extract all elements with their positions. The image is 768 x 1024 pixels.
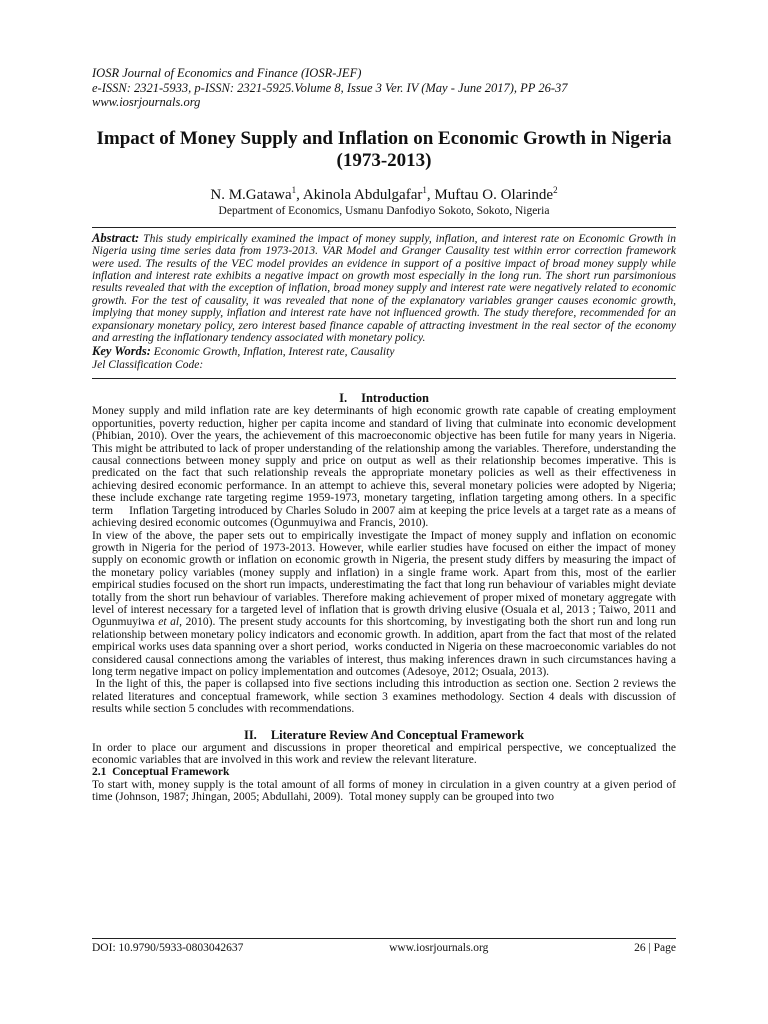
journal-header [92, 66, 676, 110]
literature-paragraph-1: In order to place our argument and discussions in proper theoretical and empirical perspective, we conceptualized the economic variables that are involved in this work and review the relevant literature. [92, 741, 676, 766]
section-title: Introduction [361, 391, 429, 406]
paragraph-text: 2010). The present study accounts for this shortcoming, by investigating both the short run and long run relationship between monetary policy indicators and economic growth. In addition, apart from the fact that most of the related empirical works uses data spanning over a short period, works conducted in Nigeria on these macroeconomic variables do not considered causal connections among the variables of interest, thus making inferences drawn in such circumstances having a long term negative impact on policy implementation and outcomes (Adesoye, 2012; Osuala, 2013). [92, 616, 677, 678]
section-number: I. [339, 391, 348, 406]
author-separator: , [426, 186, 435, 203]
author-name: Muftau O. Olarinde [434, 186, 554, 203]
abstract-text: This study empirically examined the impact of money supply, inflation, and interest rate on Economic Growth in Nigeria using time series data from 1973-2013. VAR Model and Granger Causality test within error correction framework were used. The results of the VEC model provides an evidence in support of a positive impact of broad money supply while inflation and interest rate exhibits a negative impact on growth most especially in the long run. The short run parsimonious results revealed that with the exception of inflation, broad money supply and interest rate were negatively related to economic growth. For the test of causality, it was revealed that none of the explanatory variables granger causes economic growth, implying that money supply, inflation and interest rate have not influenced growth. The study therefore, recommended for an expansionary monetary policy, zero interest based finance capable of attracting investment in the real sector of the economy and arresting the inflationary tendency associated with monetary policy. [92, 232, 676, 345]
subsection-heading: 2.1 Conceptual Framework [92, 766, 230, 779]
paragraph-text: In view of the above, the paper sets out to empirically investigate the Impact of money supply and inflation on economic growth in Nigeria for the period of 1973-2013. However, while earlier studies have focused on either the impact of money supply on economic growth or inflation on economic growth in Nigeria, the present study differs by measuring the impact of the monetary policy variables (money supply and inflation) in a single frame work. Apart from this, most of the earlier empirical studies focused on the short run impacts, underestimating the fact that long run behaviour of variables might deviate totally from the short run behaviour of variables. Therefore making achievement of proper mixed of monetary aggregate with level of interest necessary for a targeted level of inflation that is growth driving elusive (Osuala et al, 2013 ; Taiwo, 2011 and Ogunmuyiwa [92, 529, 676, 629]
footer-doi: DOI: 10.9790/5933-0803042637 [92, 942, 244, 954]
keywords-value: Economic Growth, Inflation, Interest rate, Causality [153, 346, 395, 359]
abstract-bottom-rule [92, 378, 676, 379]
abstract-block [92, 232, 676, 345]
author-affiliation-mark: 1 [291, 184, 297, 195]
abstract-label: Abstract: [92, 230, 140, 245]
section-heading-literature-review [92, 728, 676, 742]
section-title: Literature Review And Conceptual Framework [270, 727, 525, 742]
section-number: II. [243, 727, 257, 742]
author-affiliation: Department of Economics, Usmanu Danfodiyo Sokoto, Sokoto, Nigeria [218, 204, 550, 217]
page-content [92, 66, 676, 804]
et-al-italic: et al, [158, 616, 183, 629]
footer-page-number: 26 | Page [634, 942, 676, 954]
author-separator: , [296, 186, 303, 203]
journal-name: IOSR Journal of Economics and Finance (IOSR-JEF) [92, 66, 362, 80]
keywords [92, 345, 676, 359]
intro-paragraph-1: Money supply and mild inflation rate are key determinants of high economic growth rate capable of creating employment opportunities, poverty reduction, higher per capita income and standard of living that culminate into economic development (Phibian, 2010). Over the years, the achievement of this macroeconomic objective has been futile for many years in Nigeria. This might be attributed to lack of proper understanding of the relationship among the variables. Therefore, understanding the causal connections between money supply and price on output as well as their relationship becomes imperative. This is predicated on the fact that such relationship reveals the appropriate monetary policies as well as their effectiveness in achieving desired economic performance. In an attempt to achieve this, several monetary policies were adopted by Nigeria; these include exchange rate targeting regime 1959-1973, monetary targeting, inflation targeting among others. In a specific term Inflation Targeting introduced by Charles Soludo in 2007 aim at keeping the price levels at a target rate as a means of achieving desired economic outcomes (Ogunmuyiwa and Francis, 2010). [92, 405, 676, 530]
journal-issn: e-ISSN: 2321-5933, p-ISSN: 2321-5925.Volume 8, Issue 3 Ver. IV (May - June 2017), PP 26-37 [92, 80, 568, 95]
literature-paragraph-2: To start with, money supply is the total amount of all forms of money in circulation in a given country at a given period of time (Johnson, 1987; Jhingan, 2005; Abdullahi, 2009). Total money supply can be grouped into two [92, 778, 676, 804]
author-name: Akinola Abdulgafar [302, 186, 423, 203]
intro-paragraph-3: In the light of this, the paper is collapsed into five sections including this introduction as section one. Section 2 reviews the related literatures and conceptual framework, while section 3 examines methodology. Section 4 deals with discussion of results while section 5 concludes with recommendations. [92, 678, 676, 716]
intro-paragraph-2 [92, 530, 676, 679]
author-affiliation-mark: 2 [553, 184, 558, 195]
abstract-top-rule [92, 227, 676, 228]
jel-classification: Jel Classification Code: [92, 359, 204, 372]
page-footer [92, 938, 676, 955]
paper-title: Impact of Money Supply and Inflation on Economic Growth in Nigeria (1973-2013) [96, 127, 672, 171]
keywords-label: Key Words: [92, 344, 151, 359]
author-affiliation-mark: 1 [422, 184, 427, 195]
section-heading-introduction [92, 391, 676, 405]
journal-website: www.iosrjournals.org [92, 95, 201, 110]
author-name: N. M.Gatawa [210, 186, 292, 203]
author-list [92, 181, 676, 204]
footer-website: www.iosrjournals.org [389, 942, 489, 954]
